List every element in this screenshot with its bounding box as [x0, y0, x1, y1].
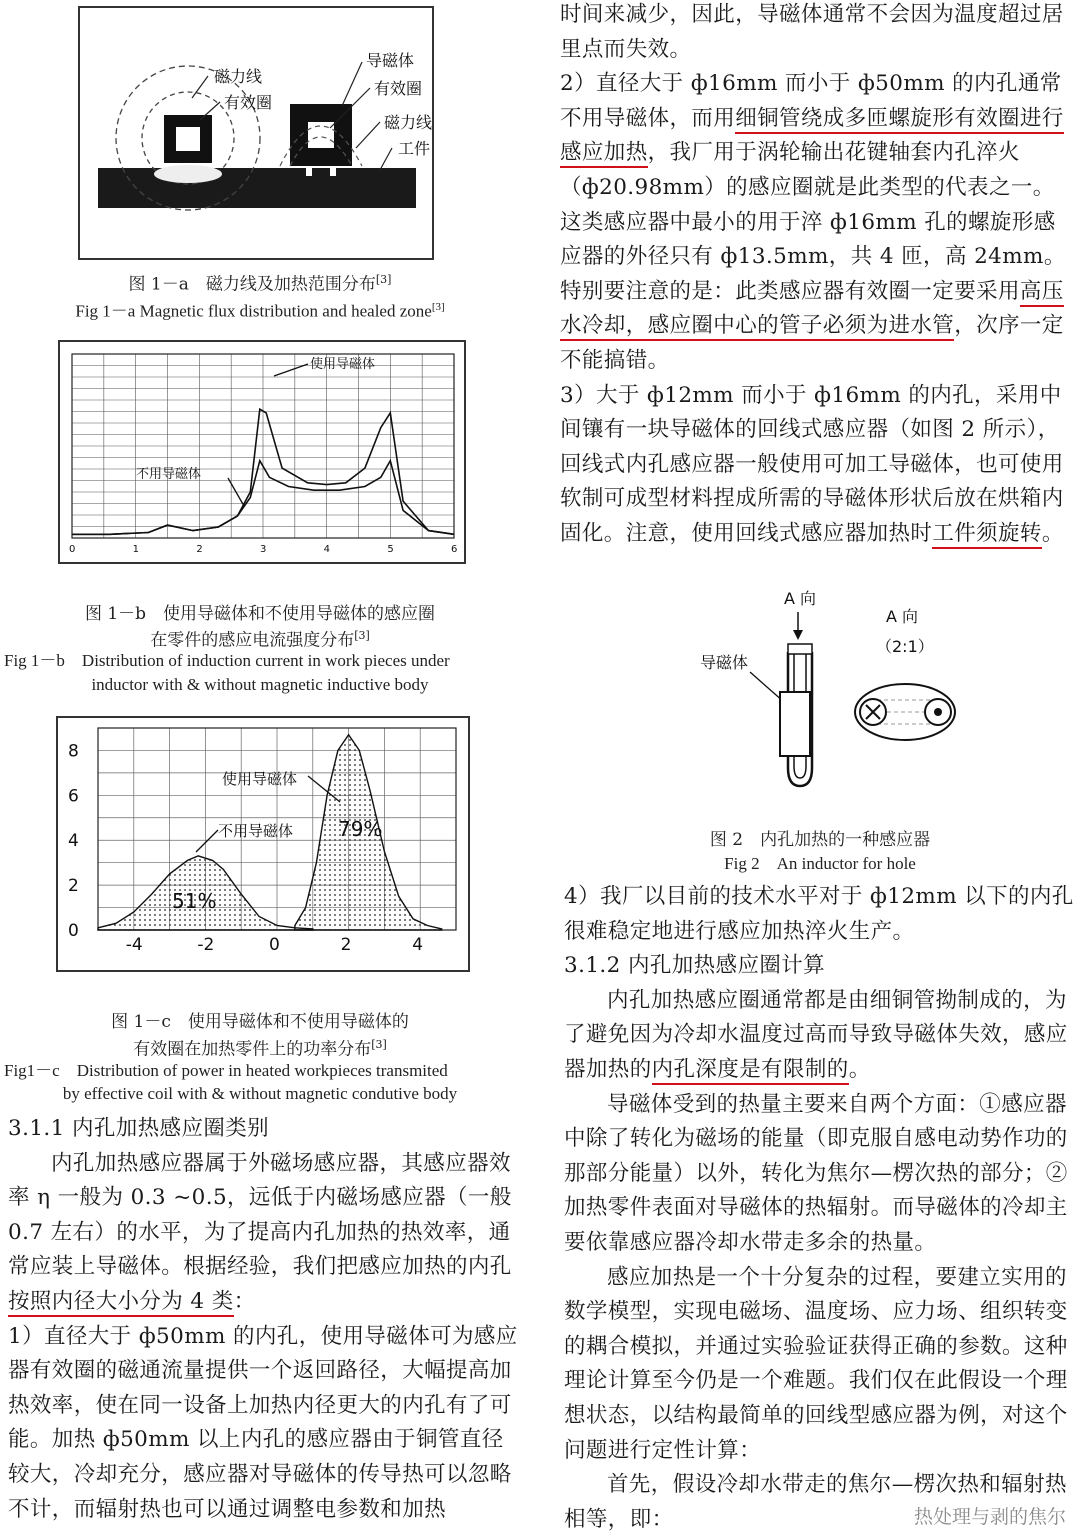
right-column-text-top [560, 0, 1074, 552]
label-flux-left: 磁力线 [214, 67, 263, 86]
fig1c-caption-en-2: by effective coil with & without magnetic condutive body [62, 1084, 458, 1103]
annotation-51-percent: 51% [172, 889, 217, 913]
label-coil-left: 有效圈 [224, 93, 273, 112]
annotation-without-body: 不用导磁体 [136, 467, 202, 482]
left-paragraph-1: 内孔加热感应器属于外磁场感应器，其感应器效率 η 一般为 0.3 ~0.5，远低于内磁场感应器（一般 0.7 左右）的水平，为了提高内孔加热的热效率，通常应装上导磁体。根据经验，我们把感应加热的内孔按照内径大小分为 4 类： [8, 1147, 520, 1320]
fig1b-caption-en-2: inductor with & without magnetic inductive body [91, 675, 429, 694]
x-tick-label: 2 [340, 935, 352, 955]
annotation-with-body: 使用导磁体 [222, 770, 298, 788]
x-tick-label: 0 [69, 544, 76, 555]
y-tick-label: 8 [68, 741, 79, 762]
fig1a-diagram [80, 8, 432, 258]
fig1b-chart [60, 342, 464, 562]
label-coil-right: 有效圈 [374, 79, 423, 98]
x-tick-label: -2 [197, 935, 215, 955]
workpiece-block [98, 168, 416, 208]
fig1a-frame [78, 6, 434, 260]
x-tick-label: 4 [412, 935, 424, 955]
annotation-arrow [196, 830, 218, 852]
fig1c-caption-cn-2: 有效圈在加热零件上的功率分布[3] [133, 1038, 387, 1060]
right-paragraph-7: 首先，假设冷却水带走的焦尔—楞次热和辐射热相等，即： [564, 1472, 1067, 1532]
right-paragraph-5: 导磁体受到的热量主要来自两个方面：①感应器中除了转化为磁场的能量（即克服自感电动势作功的那部分能量）以外，转化为焦尔—楞次热的部分；②加热零件表面对导磁体的热辐射。而导磁体的冷却主要依靠感应器冷却水带走多余的热量。 [564, 1091, 1068, 1255]
fig1c-frame [56, 716, 470, 972]
right-paragraph-6: 感应加热是一个十分复杂的过程，要建立实用的数学模型，实现电磁场、温度场、应力场、组织转变的耦合模拟，并通过实验验证获得正确的参数。这种理论计算至今仍是一个难题。我们仅在此假设一个理想状态，以结构最简单的回线型感应器为例，对这个问题进行定性计算： [564, 1264, 1068, 1463]
label-flux-right: 磁力线 [384, 113, 432, 132]
fig1c-chart [58, 718, 468, 970]
right-paragraph-2: 3）大于 ф12mm 而小于 ф16mm 的内孔，采用中间镶有一块导磁体的回线式感应器（如图 2 所示），回线式内孔感应器一般使用可加工导磁体，也可使用软制可成型材料捏成所需的导磁体形状后放在烘箱内固化。注意，使用回线式感应器加热时工件须旋转。 [560, 379, 1074, 552]
left-paragraph-2: 1）直径大于 ф50mm 的内孔，使用导磁体可为感应器有效圈的磁通流量提供一个返回路径，大幅提高加热效率，使在同一设备上加热内径更大的内孔有了可能。加热 ф50mm 以上内孔的感应器由于铜管直径较大，冷却充分，感应器对导磁体的传导热可以忽略不计，而辐射热也可以通过调整电参数和加热 [8, 1323, 518, 1522]
fig2-caption-en: Fig 2 An inductor for hole [724, 854, 916, 873]
fig1a-caption-cn: 图 1－a 磁力线及加热范围分布[3] [128, 273, 392, 295]
y-tick-label: 0 [68, 921, 79, 941]
fig1b-caption-cn-2: 在零件的感应电流强度分布[3] [150, 629, 370, 651]
x-tick-label: 5 [387, 544, 394, 555]
label-workpiece: 工件 [398, 139, 431, 158]
y-tick-label: 4 [68, 831, 79, 852]
annotation-with-body: 使用导磁体 [310, 357, 376, 372]
fig1b-caption-cn-1: 图 1－b 使用导磁体和不使用导磁体的感应圈 [84, 604, 436, 624]
section-heading-311: 3.1.1 内孔加热感应圈类别 [8, 1116, 270, 1141]
right-paragraph-0: 时间来减少，因此，导磁体通常不会因为温度超过居里点而失效。 [560, 2, 1064, 62]
fig2-label-magnetic-body: 导磁体 [700, 653, 749, 672]
effective-coil-right [308, 122, 334, 148]
y-tick-label: 6 [68, 786, 79, 807]
fig1c-caption-cn-1: 图 1－c 使用导磁体和不使用导磁体的 [111, 1012, 409, 1032]
y-tick-label: 2 [68, 876, 79, 897]
annotation-79-percent: 79% [338, 817, 383, 841]
right-paragraph-1: 2）直径大于 ф16mm 而小于 ф50mm 的内孔通常不用导磁体，而用细铜管绕成多匝螺旋形有效圈进行感应加热，我厂用于涡轮输出花键轴套内孔淬火（ф20.98mm）的感应圈就是此类型的代表之一。这类感应器中最小的用于淬 ф16mm 孔的螺旋形感应器的外径只有 ф13.5mm，共 4 匝，高 24mm。特别要注意的是：此类感应器有效圈一定要采用高压水冷却，感应圈中心的管子必须为进水管，次序一定不能搞错。 [560, 71, 1066, 373]
fig2-magnetic-insert [780, 692, 810, 756]
fig2-diagram [680, 582, 980, 812]
fig2-view-a: A 向 [886, 607, 919, 626]
fig1b-frame [58, 340, 466, 564]
fig2-scale: （2:1） [876, 637, 934, 656]
section-heading-312: 3.1.2 内孔加热感应圈计算 [564, 953, 826, 979]
right-column-text-bottom [564, 880, 1076, 1537]
fig1b-caption-en-1: Fig 1－b Distribution of induction current in work pieces under [4, 651, 450, 670]
fig1a-caption-en: Fig 1－a Magnetic flux distribution and healed zone[3] [75, 301, 445, 321]
fig2-caption-cn: 图 2 内孔加热的一种感应器 [709, 830, 931, 850]
right-paragraph-3: 4）我厂以目前的技术水平对于 ф12mm 以下的内孔很难稳定地进行感应加热淬火生产。 [564, 884, 1074, 944]
left-column-text [8, 1112, 520, 1527]
annotation-without-body: 不用导磁体 [218, 822, 294, 840]
x-tick-label: -4 [125, 935, 143, 955]
fig1c-caption-en-1: Fig1－c Distribution of power in heated workpieces transmited [4, 1061, 448, 1080]
x-tick-label: 2 [196, 544, 203, 555]
fig2-direction-a: A 向 [784, 589, 817, 608]
x-tick-label: 3 [260, 544, 267, 555]
x-tick-label: 0 [269, 935, 280, 955]
right-paragraph-4: 内孔加热感应圈通常都是由细铜管拗制成的，为了避免因为冷却水温度过高而导致导磁体失效，感应器加热的内孔深度是有限制的。 [564, 984, 1076, 1088]
x-tick-label: 4 [323, 544, 331, 555]
watermark: 热处理与剥的焦尔 [913, 1506, 1066, 1528]
x-tick-label: 6 [451, 544, 458, 555]
x-tick-label: 1 [132, 544, 140, 555]
label-magnetic-body: 导磁体 [366, 51, 415, 70]
